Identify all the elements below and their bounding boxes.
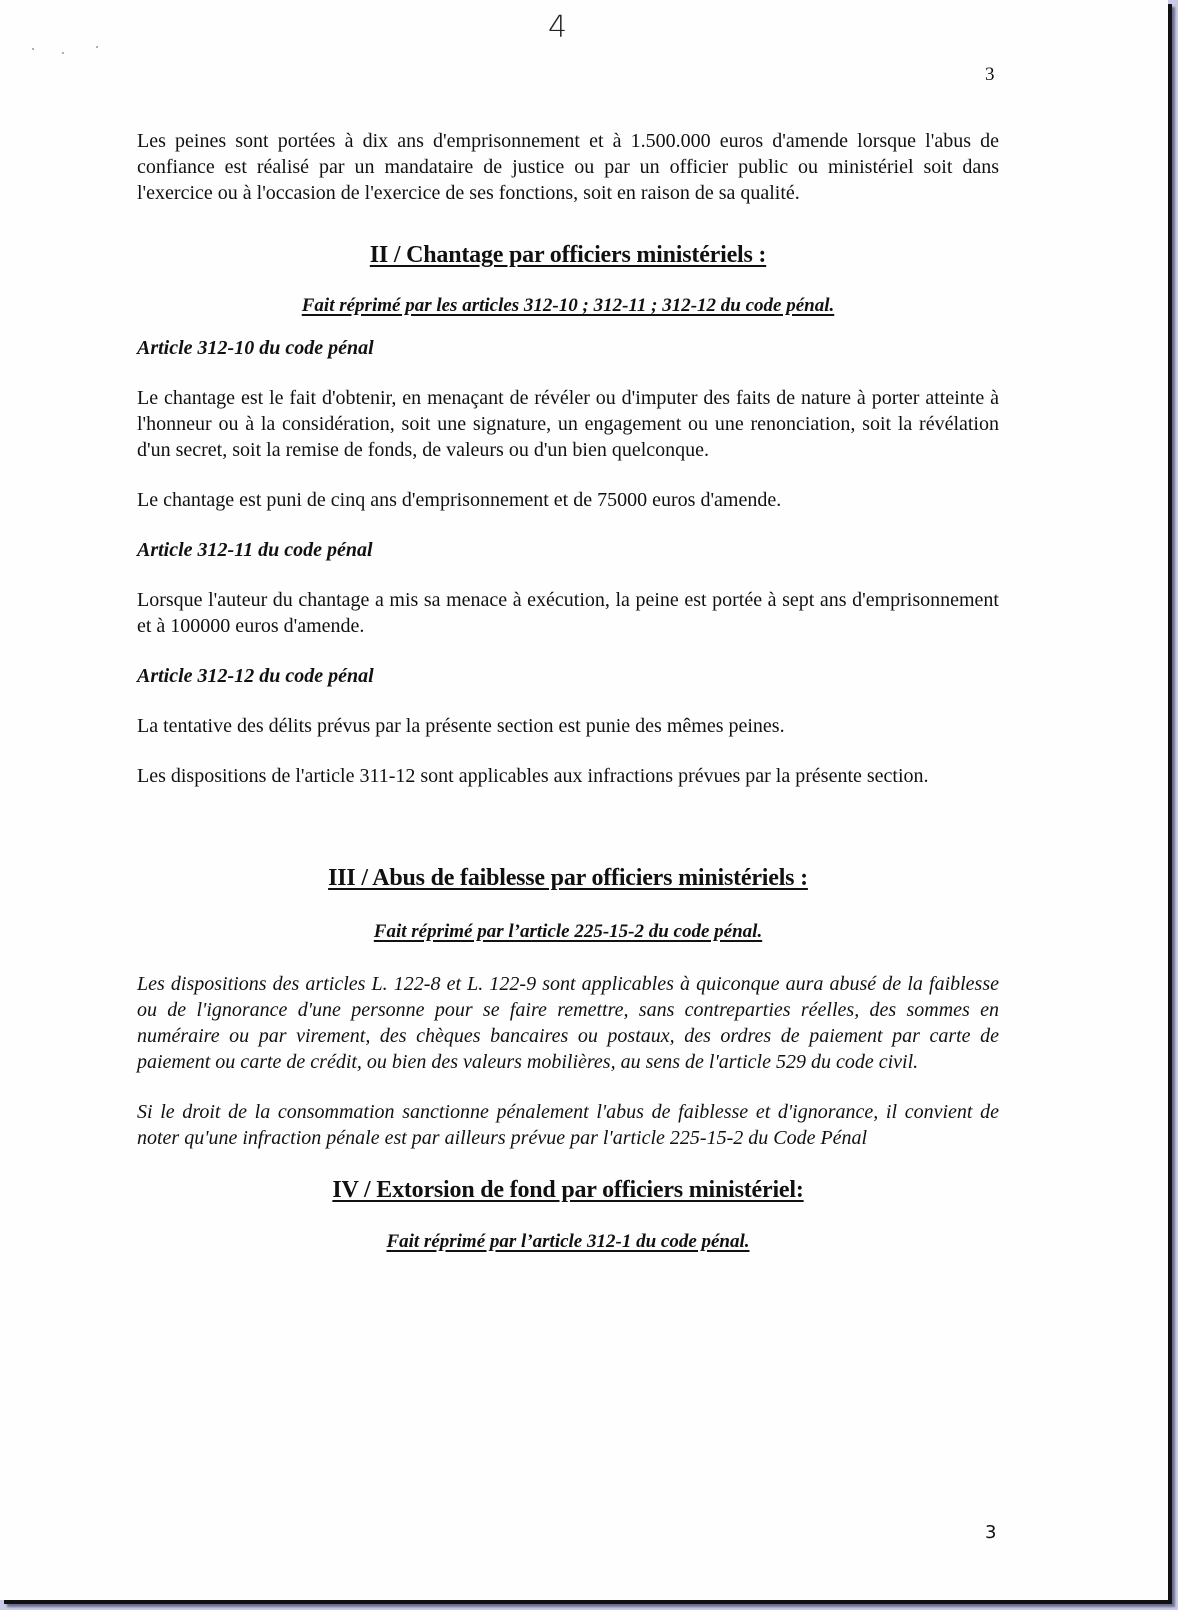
scan-speck (62, 52, 64, 54)
article-312-12-paragraph-2: Les dispositions de l'article 311-12 sont applicables aux infractions prévues par la présente section. (137, 765, 929, 787)
article-312-12-title: Article 312-12 du code pénal (137, 665, 374, 687)
page-number-top: 3 (985, 64, 995, 85)
page-number-bottom: 3 (985, 1522, 997, 1543)
section-3-paragraph-2: Si le droit de la consommation sanctionne pénalement l'abus de faiblesse et d'ignorance, il convient de noter qu'une infraction pénale est par ailleurs prévue par l'article 225-15-2 du Code Pénal (137, 1101, 999, 1149)
article-312-11-title: Article 312-11 du code pénal (137, 539, 373, 561)
section-2-subheading: Fait réprimé par les articles 312-10 ; 312-11 ; 312-12 du code pénal. (301, 295, 835, 316)
section-4-subheading: Fait réprimé par l’article 312-1 du code pénal. (386, 1231, 750, 1252)
article-312-11-paragraph-1: Lorsque l'auteur du chantage a mis sa menace à exécution, la peine est portée à sept ans d'emprisonnement et à 100000 euros d'amende. (137, 589, 999, 637)
article-312-10-paragraph-1: Le chantage est le fait d'obtenir, en menaçant de révéler ou d'imputer des faits de nature à porter atteinte à l'honneur ou à la considération, soit une signature, un engagement ou une renonciation, soit la révélation d'un secret, soit la remise de fonds, de valeurs ou d'un bien quelconque. (137, 387, 999, 461)
scan-speck (96, 46, 98, 48)
section-2-heading: II / Chantage par officiers ministériels : (369, 242, 767, 268)
section-3-heading: III / Abus de faiblesse par officiers ministériels : (328, 865, 808, 891)
scan-speck (32, 48, 34, 50)
article-312-10-paragraph-2: Le chantage est puni de cinq ans d'emprisonnement et de 75000 euros d'amende. (137, 489, 782, 511)
section-4-heading: IV / Extorsion de fond par officiers ministériel: (332, 1177, 804, 1203)
article-312-12-paragraph-1: La tentative des délits prévus par la présente section est punie des mêmes peines. (137, 715, 785, 737)
document-body (137, 128, 999, 1255)
intro-paragraph: Les peines sont portées à dix ans d'emprisonnement et à 1.500.000 euros d'amende lorsque l'abus de confiance est réalisé par un mandataire de justice ou par un officier public ou ministériel soit dans l'exercice ou à l'occasion de l'exercice de ses fonctions, soit en raison de sa qualité. (137, 130, 999, 204)
section-3-subheading: Fait réprimé par l’article 225-15-2 du code pénal. (373, 921, 763, 942)
handwritten-page-mark: 4 (548, 10, 568, 45)
article-312-10-title: Article 312-10 du code pénal (137, 337, 374, 359)
section-3-paragraph-1: Les dispositions des articles L. 122-8 et L. 122-9 sont applicables à quiconque aura abusé de la faiblesse ou de l'ignorance d'une personne pour se faire remettre, sans contreparties réelles, des sommes en numéraire ou par virement, des chèques bancaires ou postaux, des ordres de paiement par carte de paiement ou carte de crédit, ou bien des valeurs mobilières, au sens de l'article 529 du code civil. (137, 973, 999, 1073)
